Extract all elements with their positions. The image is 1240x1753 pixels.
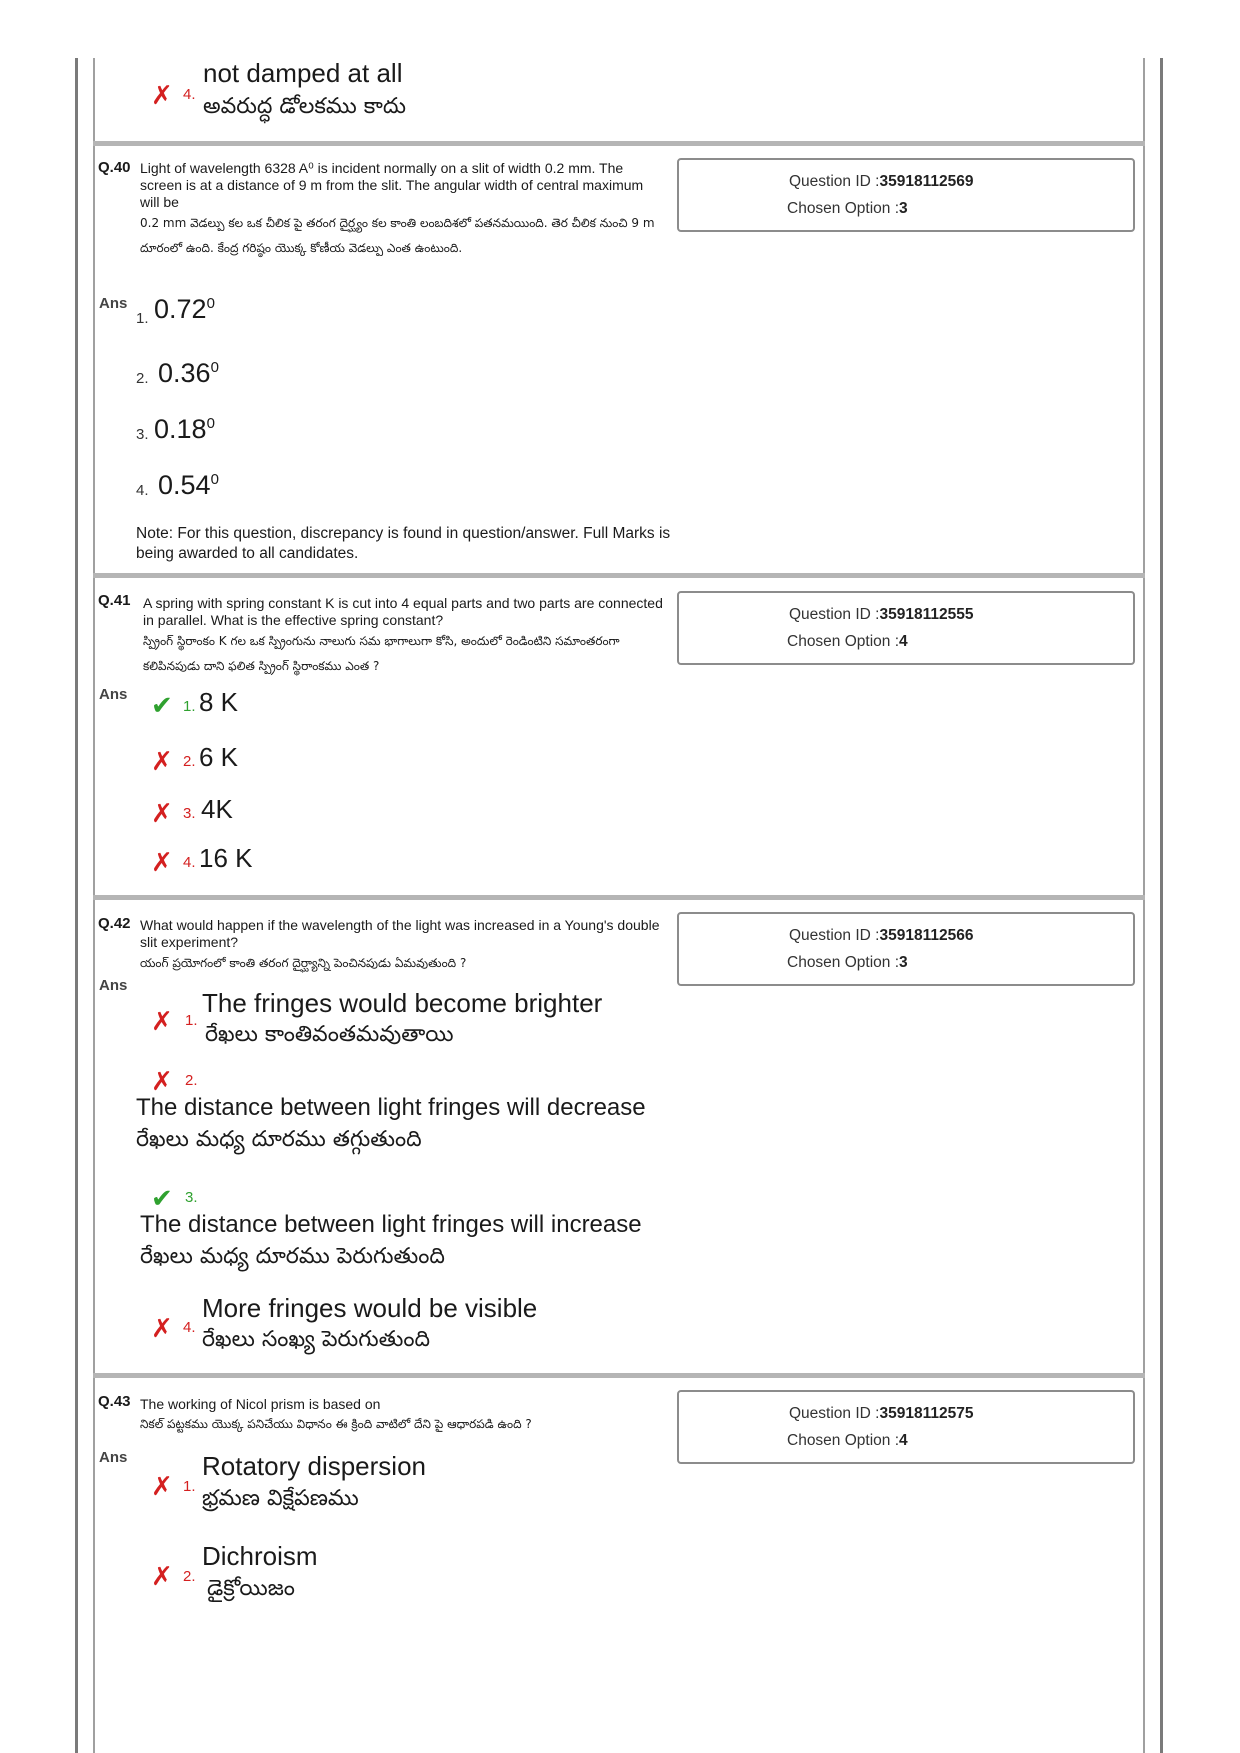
question-text-en: The working of Nicol prism is based on: [140, 1396, 381, 1412]
option-value: 0.72$^0$: [154, 294, 215, 324]
cross-mark-icon: ✗: [151, 1066, 173, 1096]
question-info-box: [677, 912, 1135, 986]
check-mark-icon: ✔: [151, 1183, 173, 1213]
option-text-en: The distance between light fringes will increase: [140, 1211, 642, 1238]
question-text: [140, 917, 670, 976]
option-value: 0.18$^0$: [154, 414, 215, 444]
chosen-option: 3: [899, 200, 908, 217]
question-id: 35918112555: [879, 606, 974, 623]
cross-mark-icon: ✗: [151, 80, 173, 110]
question-id-line: Question ID :35918112555: [789, 606, 974, 623]
cross-mark-icon: ✗: [151, 1313, 173, 1343]
option-text: 4K: [201, 794, 233, 824]
question-number: Q.41: [98, 592, 131, 609]
option-text-en: The distance between light fringes will decrease: [136, 1094, 646, 1121]
option-text-te: రేఖలు సంఖ్య పెరుగుతుంది: [202, 1327, 431, 1352]
question-note: Note: For this question, discrepancy is found in question/answer. Full Marks is being awarded to all candidates.: [136, 525, 671, 562]
option-text-en: not damped at all: [203, 58, 403, 88]
option-number: 4.: [183, 86, 196, 103]
question-43: Q.43 The working of Nicol prism is based on నికల్ పట్టకము యొక్క పనిచేయు విధానం ఈ క్రింది వాటిలో దేని పై ఆధారపడి ఉంది ? Question ID :35918112575 Chosen Option :4 Ans ✗ 1. Rotatory dispersion భ్రమణ విక్షేపణము ✗ 2. Dichroism డైక్రోయిజం: [93, 1378, 1145, 1753]
left-border-outer: [75, 58, 78, 1753]
question-text-te: స్ప్రింగ్ స్థిరాంకం K గల ఒక స్ప్రింగును నాలుగు సమ భాగాలుగా కోసి, అందులో రెండింటిని సమాంతరంగా కలిపినపుడు దాని ఫలిత స్ప్రింగ్ స్థిరాంకము ఎంత ?: [143, 634, 620, 673]
question-id: 35918112566: [879, 927, 974, 944]
question-number: Q.42: [98, 915, 131, 932]
option-text: 8 K: [199, 687, 239, 717]
question-41: Q.41 A spring with spring constant K is cut into 4 equal parts and two parts are connected in parallel. What is the effective spring constant? స్ప్రింగ్ స్థిరాంకం K గల ఒక స్ప్రింగును నాలుగు సమ భాగాలుగా కోసి, అందులో రెండింటిని సమాంతరంగా కలిపినపుడు దాని ఫలిత స్ప్రింగ్ స్థిరాంకము ఎంత ? Question ID :35918112555 Chosen Option :4 Ans ✔ 1. 8 K ✗ 2. 6 K ✗ 3. 4K ✗ 4. 16 K: [93, 578, 1145, 895]
option-text-te: రేఖలు మధ్య దూరము తగ్గుతుంది: [136, 1127, 422, 1152]
option-value: 0.36$^0$: [158, 358, 219, 388]
question-id: 35918112575: [879, 1405, 974, 1422]
option-text: 6 K: [199, 742, 239, 772]
cross-mark-icon: ✗: [151, 1471, 173, 1501]
option-text-en: More fringes would be visible: [202, 1293, 538, 1323]
option-text-en: The fringes would become brighter: [202, 988, 603, 1018]
answers-label: Ans: [99, 977, 128, 994]
question-info-box: [677, 1390, 1135, 1464]
check-mark-icon: ✔: [151, 690, 173, 720]
chosen-option: 4: [899, 633, 908, 650]
question-text: [143, 595, 663, 679]
question-40: Q.40 Light of wavelength 6328 A⁰ is incident normally on a slit of width 0.2 mm. The screen is at a distance of 9 m from the slit. The angular width of central maximum will be 0.2 mm వెడల్పు కల ఒక చీలిక పై తరంగ దైర్ఘ్యం కల కాంతి లంబదిశలో పతనమయింది. తెర చీలిక నుంచి 9 m దూరంలో ఉంది. కేంద్ర గరిష్ఠం యొక్క కోణీయ వెడల్పు ఎంత ఉంటుంది. Question ID :35918112569 Chosen Option :3 Ans 1. 0.72$^0$ 2. 0.36$^0$ 3. 0.18$^0$ 4. 0.54$^0$ Note: For this question, discrepancy is found in question/answer. Full Marks is being awarded to all candidates.: [93, 146, 1145, 573]
answers-label: Ans: [99, 295, 128, 312]
chosen-option: 4: [899, 1432, 908, 1449]
chosen-option: 3: [899, 954, 908, 971]
cross-mark-icon: ✗: [151, 1561, 173, 1591]
chosen-option-line: Chosen Option :3: [787, 954, 908, 971]
question-text-en: A spring with spring constant K is cut into 4 equal parts and two parts are connected in parallel. What is the effective spring constant?: [143, 595, 663, 628]
question-text-te: యంగ్ ప్రయోగంలో కాంతి తరంగ దైర్ఘ్యాన్ని పెంచినపుడు ఏమవుతుంది ?: [140, 956, 467, 970]
question-number: Q.43: [98, 1393, 131, 1410]
question-text-te: నికల్ పట్టకము యొక్క పనిచేయు విధానం ఈ క్రింది వాటిలో దేని పై ఆధారపడి ఉంది ?: [140, 1417, 532, 1431]
question-id-line: Question ID :35918112569: [789, 173, 974, 190]
option-value: 0.54$^0$: [158, 470, 219, 500]
option-text-te: రేఖలు కాంతివంతమవుతాయి: [205, 1022, 454, 1047]
right-border-outer: [1160, 58, 1163, 1753]
question-text-en: What would happen if the wavelength of the light was increased in a Young's double slit experiment?: [140, 917, 660, 950]
chosen-option-line: Chosen Option :3: [787, 200, 908, 217]
option-text-te: రేఖలు మధ్య దూరము పెరుగుతుంది: [140, 1244, 445, 1269]
question-id-line: Question ID :35918112575: [789, 1405, 974, 1422]
option-text-te: భ్రమణ విక్షేపణము: [202, 1486, 359, 1511]
question-number: Q.40: [98, 159, 131, 176]
answers-label: Ans: [99, 1449, 128, 1466]
question-info-box: [677, 158, 1135, 232]
question-text-en: Light of wavelength 6328 A⁰ is incident normally on a slit of width 0.2 mm. The screen is at a distance of 9 m from the slit. The angular width of central maximum will be: [140, 160, 644, 210]
question-text: [140, 1396, 680, 1435]
answers-label: Ans: [99, 686, 128, 703]
chosen-option-line: Chosen Option :4: [787, 1432, 908, 1449]
cross-mark-icon: ✗: [151, 847, 173, 877]
option-text-te: డైక్రోయిజం: [207, 1576, 295, 1601]
cross-mark-icon: ✗: [151, 1006, 173, 1036]
cross-mark-icon: ✗: [151, 746, 173, 776]
question-42: Q.42 What would happen if the wavelength of the light was increased in a Young's double slit experiment? యంగ్ ప్రయోగంలో కాంతి తరంగ దైర్ఘ్యాన్ని పెంచినపుడు ఏమవుతుంది ? Question ID :35918112566 Chosen Option :3 Ans ✗ 1. The fringes would become brighter రేఖలు కాంతివంతమవుతాయి ✗ 2. The distance between light fringes will decrease రేఖలు మధ్య దూరము తగ్గుతుంది ✔ 3. The distance between light fringes will increase రేఖలు మధ్య దూరము పెరుగుతుంది ✗ 4. More fringes would be visible రేఖలు సంఖ్య పెరుగుతుంది: [93, 900, 1145, 1373]
question-info-box: [677, 591, 1135, 665]
chosen-option-line: Chosen Option :4: [787, 633, 908, 650]
question-text: [140, 160, 660, 261]
cross-mark-icon: ✗: [151, 798, 173, 828]
question-text-te: 0.2 mm వెడల్పు కల ఒక చీలిక పై తరంగ దైర్ఘ్యం కల కాంతి లంబదిశలో పతనమయింది. తెర చీలిక నుంచి 9 m దూరంలో ఉంది. కేంద్ర గరిష్ఠం యొక్క కోణీయ వెడల్పు ఎంత ఉంటుంది.: [140, 216, 655, 255]
option-text-te: అవరుద్ధ డోలకము కాదు: [203, 94, 406, 119]
option-text-en: Dichroism: [202, 1541, 318, 1571]
question-39-tail: [93, 0, 1145, 140]
question-id: 35918112569: [879, 173, 974, 190]
option-text-en: Rotatory dispersion: [202, 1451, 426, 1481]
option-text: 16 K: [199, 843, 253, 873]
question-id-line: Question ID :35918112566: [789, 927, 974, 944]
